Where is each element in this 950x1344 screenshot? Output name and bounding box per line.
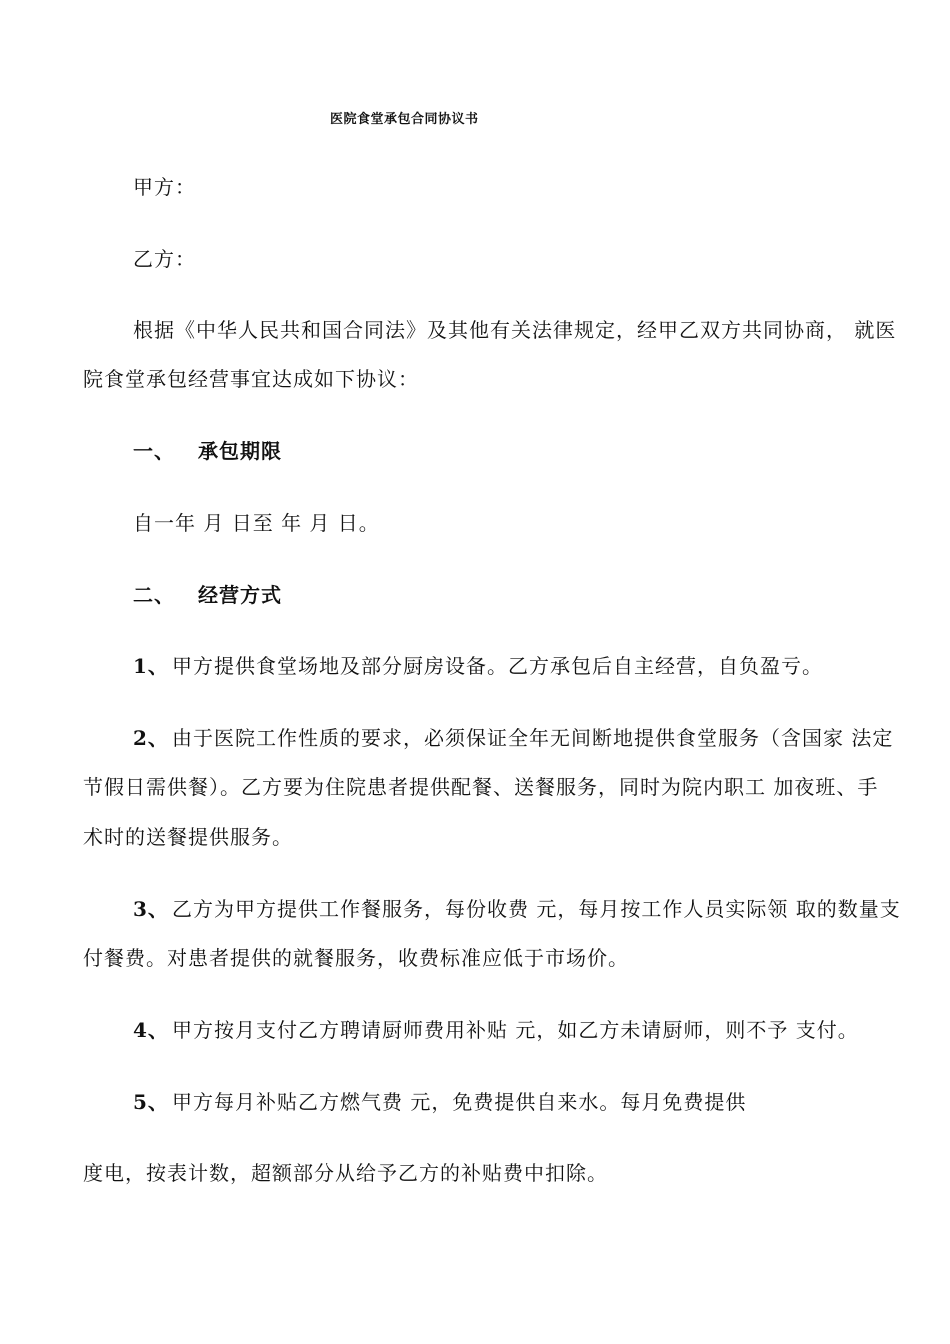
- item-2-line-1: 由于医院工作性质的要求，必须保证全年无间断地提供食堂服务（含国家 法定: [172, 726, 894, 750]
- item-5-number: 5、: [133, 1090, 169, 1114]
- item-3-number: 3、: [133, 897, 169, 921]
- item-1-line-1: 甲方提供食堂场地及部分厨房设备。乙方承包后自主经营，自负盈亏。: [172, 654, 823, 678]
- item-3-line-1: 乙方为甲方提供工作餐服务，每份收费 元，每月按工作人员实际领 取的数量支: [172, 897, 901, 921]
- item-1-number: 1、: [133, 654, 169, 678]
- item-4-line-1: 甲方按月支付乙方聘请厨师费用补贴 元，如乙方未请厨师，则不予 支付。: [172, 1018, 859, 1042]
- item-2-line-2: 节假日需供餐）。乙方要为住院患者提供配餐、送餐服务，同时为院内职工 加夜班、手: [83, 775, 879, 799]
- section-2-number: 二、: [133, 583, 175, 607]
- item-4-number: 4、: [133, 1018, 169, 1042]
- intro-line-2: 院食堂承包经营事宜达成如下协议：: [83, 367, 419, 391]
- item-5-line-2: 度电，按表计数，超额部分从给予乙方的补贴费中扣除。: [83, 1161, 608, 1185]
- party-a-label: 甲方：: [133, 175, 196, 199]
- item-2-number: 2、: [133, 726, 169, 750]
- document-title: 医院食堂承包合同协议书: [330, 112, 479, 127]
- item-2-line-3: 术时的送餐提供服务。: [83, 825, 293, 849]
- item-5-line-1: 甲方每月补贴乙方燃气费 元，免费提供自来水。每月免费提供: [172, 1090, 747, 1114]
- item-3-line-2: 付餐费。对患者提供的就餐服务，收费标准应低于市场价。: [83, 946, 629, 970]
- intro-line-1: 根据《中华人民共和国合同法》及其他有关法律规定，经甲乙双方共同协商， 就医: [133, 318, 897, 342]
- section-1-title: 承包期限: [198, 439, 282, 463]
- section-1-number: 一、: [133, 439, 175, 463]
- section-2-title: 经营方式: [198, 583, 282, 607]
- section-1-body: 自一年 月 日至 年 月 日。: [133, 511, 380, 535]
- party-b-label: 乙方：: [133, 247, 196, 271]
